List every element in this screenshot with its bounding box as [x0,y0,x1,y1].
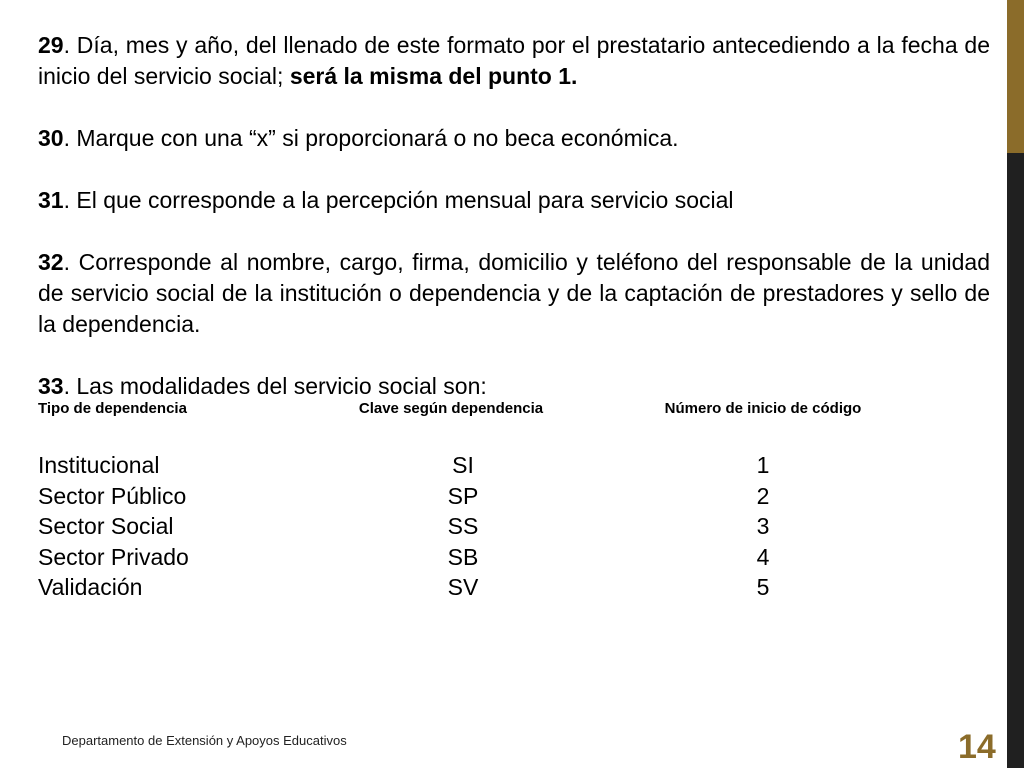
table-row [38,450,938,481]
cell-numero: 5 [756,574,770,600]
slide-body [38,30,990,402]
cell-clave: SV [447,574,479,600]
paragraph-bold-text: será la misma del punto 1. [289,63,578,89]
header-tipo-dependencia: Tipo de dependencia [38,400,187,417]
header-clave: Clave según dependencia [358,400,544,417]
cell-tipo: Sector Social [38,513,174,539]
paragraph-text: . Marque con una “x” si proporcionará o no beca económica. [63,125,679,151]
table-row [38,481,938,512]
table-row [38,542,938,573]
table-body [38,450,938,603]
table-header-row [38,398,938,420]
cell-numero: 2 [756,482,770,509]
accent-side-bar [1007,0,1024,153]
item-number: 33 [38,373,64,399]
cell-tipo: Sector Público [38,482,187,509]
cell-tipo: Validación [38,574,143,600]
cell-tipo: Institucional [38,452,160,478]
cell-clave: SB [447,543,479,570]
item-number: 31 [38,187,64,213]
cell-clave: SS [447,513,479,539]
item-number: 30 [38,125,64,151]
table-row [38,572,938,603]
paragraph-31 [38,185,990,216]
paragraph-text: . Corresponde al nombre, cargo, firma, domicilio y teléfono del responsable de la unidad de servicio social de la institución o dependencia y de la captación de prestadores y sello de la dependencia. [38,249,990,337]
paragraph-29 [38,30,990,92]
dark-side-bar [1007,153,1024,768]
paragraph-30 [38,123,990,154]
cell-numero: 3 [756,513,770,539]
header-numero-inicio: Número de inicio de código [664,400,862,417]
paragraph-text: . Día, mes y año, del llenado de este formato por el prestatario antecediendo a la fecha de inicio del servicio social; [38,32,990,89]
modalities-table [38,398,938,603]
page-number: 14 [958,728,996,766]
item-number: 29 [38,32,64,58]
paragraph-text: . El que corresponde a la percepción mensual para servicio social [63,187,734,213]
paragraph-32 [38,247,990,340]
table-row [38,511,938,542]
item-number: 32 [38,249,64,275]
cell-numero: 1 [756,452,770,478]
footer-department: Departamento de Extensión y Apoyos Educativos [62,733,347,748]
paragraph-text: . Las modalidades del servicio social son: [63,373,487,399]
cell-tipo: Sector Privado [38,543,189,570]
cell-clave: SP [447,482,479,509]
cell-numero: 4 [756,543,770,570]
cell-clave: SI [452,452,474,478]
